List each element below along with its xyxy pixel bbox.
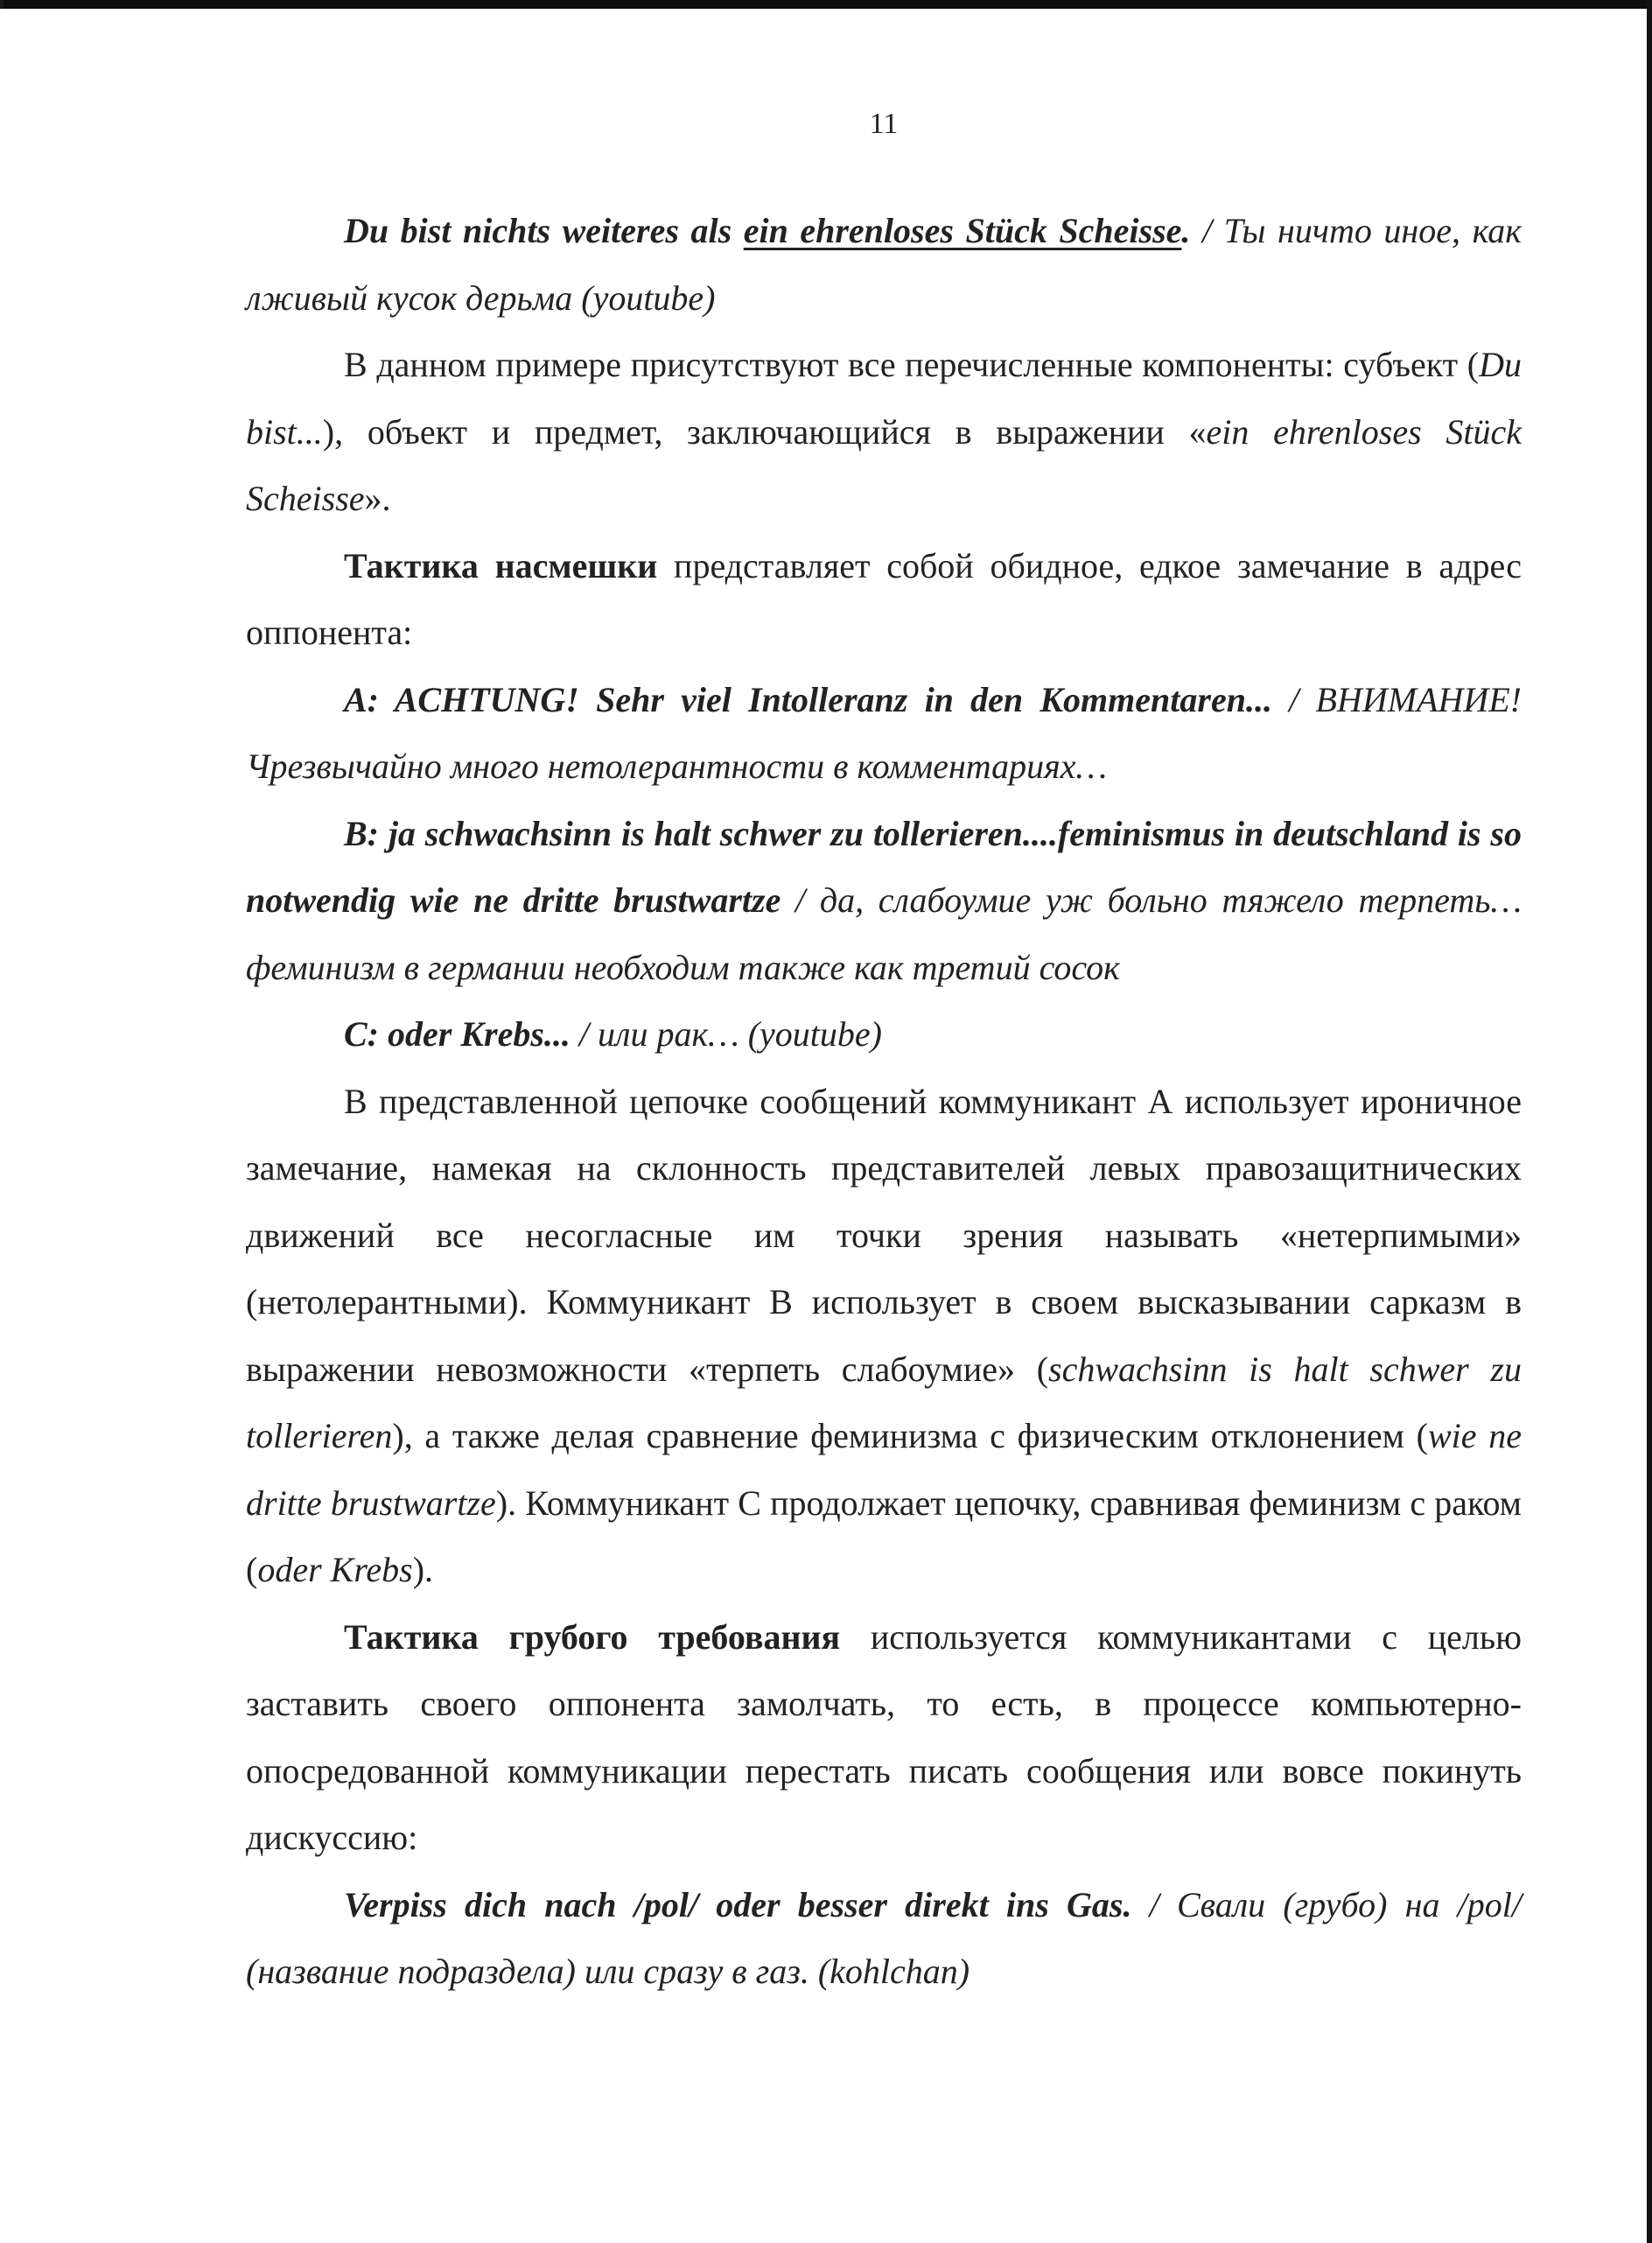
german-quote: C: oder Krebs... bbox=[344, 1014, 570, 1054]
russian-translation: / или рак… (youtube) bbox=[570, 1014, 882, 1054]
tactic-term: Тактика грубого требования bbox=[344, 1616, 841, 1657]
text-run: ). bbox=[412, 1550, 434, 1589]
russian-translation: / да, слабоумие уж больно тяжело терпеть…феминизм в германии необходим также как третий сосок bbox=[246, 880, 1522, 987]
german-quote: A: ACHTUNG! Sehr viel Intolleranz in den Kommentaren... bbox=[344, 679, 1272, 719]
tactic-demand-paragraph bbox=[246, 1604, 1522, 1872]
german-quote-underlined: ein ehrenloses Stück Scheisse bbox=[743, 211, 1182, 250]
russian-translation: / ВНИМАНИЕ! Чрезвычайно много нетолерантности в комментариях… bbox=[246, 679, 1522, 786]
german-quote: Verpiss dich nach /pol/ oder besser direkt ins Gas. bbox=[344, 1884, 1132, 1924]
document-page bbox=[0, 9, 1647, 2243]
text-run: ), объект и предмет, заключающийся в выражении « bbox=[322, 411, 1207, 452]
german-quote: B: ja schwachsinn is halt schwer zu tollerieren....feminismus in deutschland is so notwendig wie ne dritte brustwartze bbox=[246, 813, 1522, 920]
german-quote: Du bist nichts weiteres als bbox=[344, 211, 744, 250]
tactic-term: Тактика насмешки bbox=[344, 545, 658, 585]
german-quote-end: . bbox=[1181, 211, 1191, 250]
tactic-mockery-paragraph bbox=[246, 533, 1522, 667]
analysis-paragraph-2 bbox=[246, 1069, 1522, 1604]
text-run: В представленной цепочке сообщений коммуникант А использует ироничное замечание, намекая на склонность представителей левых правозащитнических движений все несогласные им точки зрения называть «нетерпимыми» (нетолерантными). Коммуникант В использует в своем высказывании сарказм в выражении невозможности «терпеть слабоумие» ( bbox=[246, 1081, 1522, 1389]
russian-translation: / Ты ничто иное, как лживый кусок дерьма (youtube) bbox=[246, 211, 1522, 318]
text-run: используется коммуникантами с целью заставить своего оппонента замолчать, то есть, в процессе компьютерно-опосредованной коммуникации перестать писать сообщения или вовсе покинуть дискуссию: bbox=[246, 1616, 1522, 1857]
russian-translation: / Свали (грубо) на /pol/ (название подраздела) или сразу в газ. (kohlchan) bbox=[246, 1884, 1522, 1991]
italic-run: Du bist... bbox=[246, 345, 1522, 452]
text-run: ». bbox=[364, 479, 391, 518]
analysis-paragraph-1 bbox=[246, 332, 1522, 533]
text-run: ). Коммуникант С продолжает цепочку, сравнивая феминизм с раком ( bbox=[246, 1482, 1522, 1589]
text-run: В данном примере присутствуют все перечисленные компоненты: субъект ( bbox=[344, 345, 1480, 384]
text-run: ), а также делая сравнение феминизма с физическим отклонением ( bbox=[392, 1416, 1428, 1455]
italic-run: oder Krebs bbox=[257, 1550, 413, 1589]
italic-run: schwachsinn is halt schwer zu tollerieren bbox=[246, 1349, 1522, 1455]
example-comment-a bbox=[246, 667, 1522, 801]
italic-run: ein ehrenloses Stück Scheisse bbox=[246, 411, 1522, 518]
document-body bbox=[246, 198, 1522, 2006]
right-edge bbox=[1647, 0, 1652, 2243]
example-paragraph-2 bbox=[246, 1872, 1522, 2006]
example-paragraph-1 bbox=[246, 198, 1522, 332]
example-comment-c bbox=[246, 1001, 1522, 1069]
top-bar bbox=[0, 0, 1652, 9]
example-comment-b bbox=[246, 801, 1522, 1002]
italic-run: wie ne dritte brustwartze bbox=[246, 1416, 1522, 1523]
text-run: представляет собой обидное, едкое замечание в адрес оппонента: bbox=[246, 545, 1522, 652]
page-number: 11 bbox=[869, 108, 899, 140]
